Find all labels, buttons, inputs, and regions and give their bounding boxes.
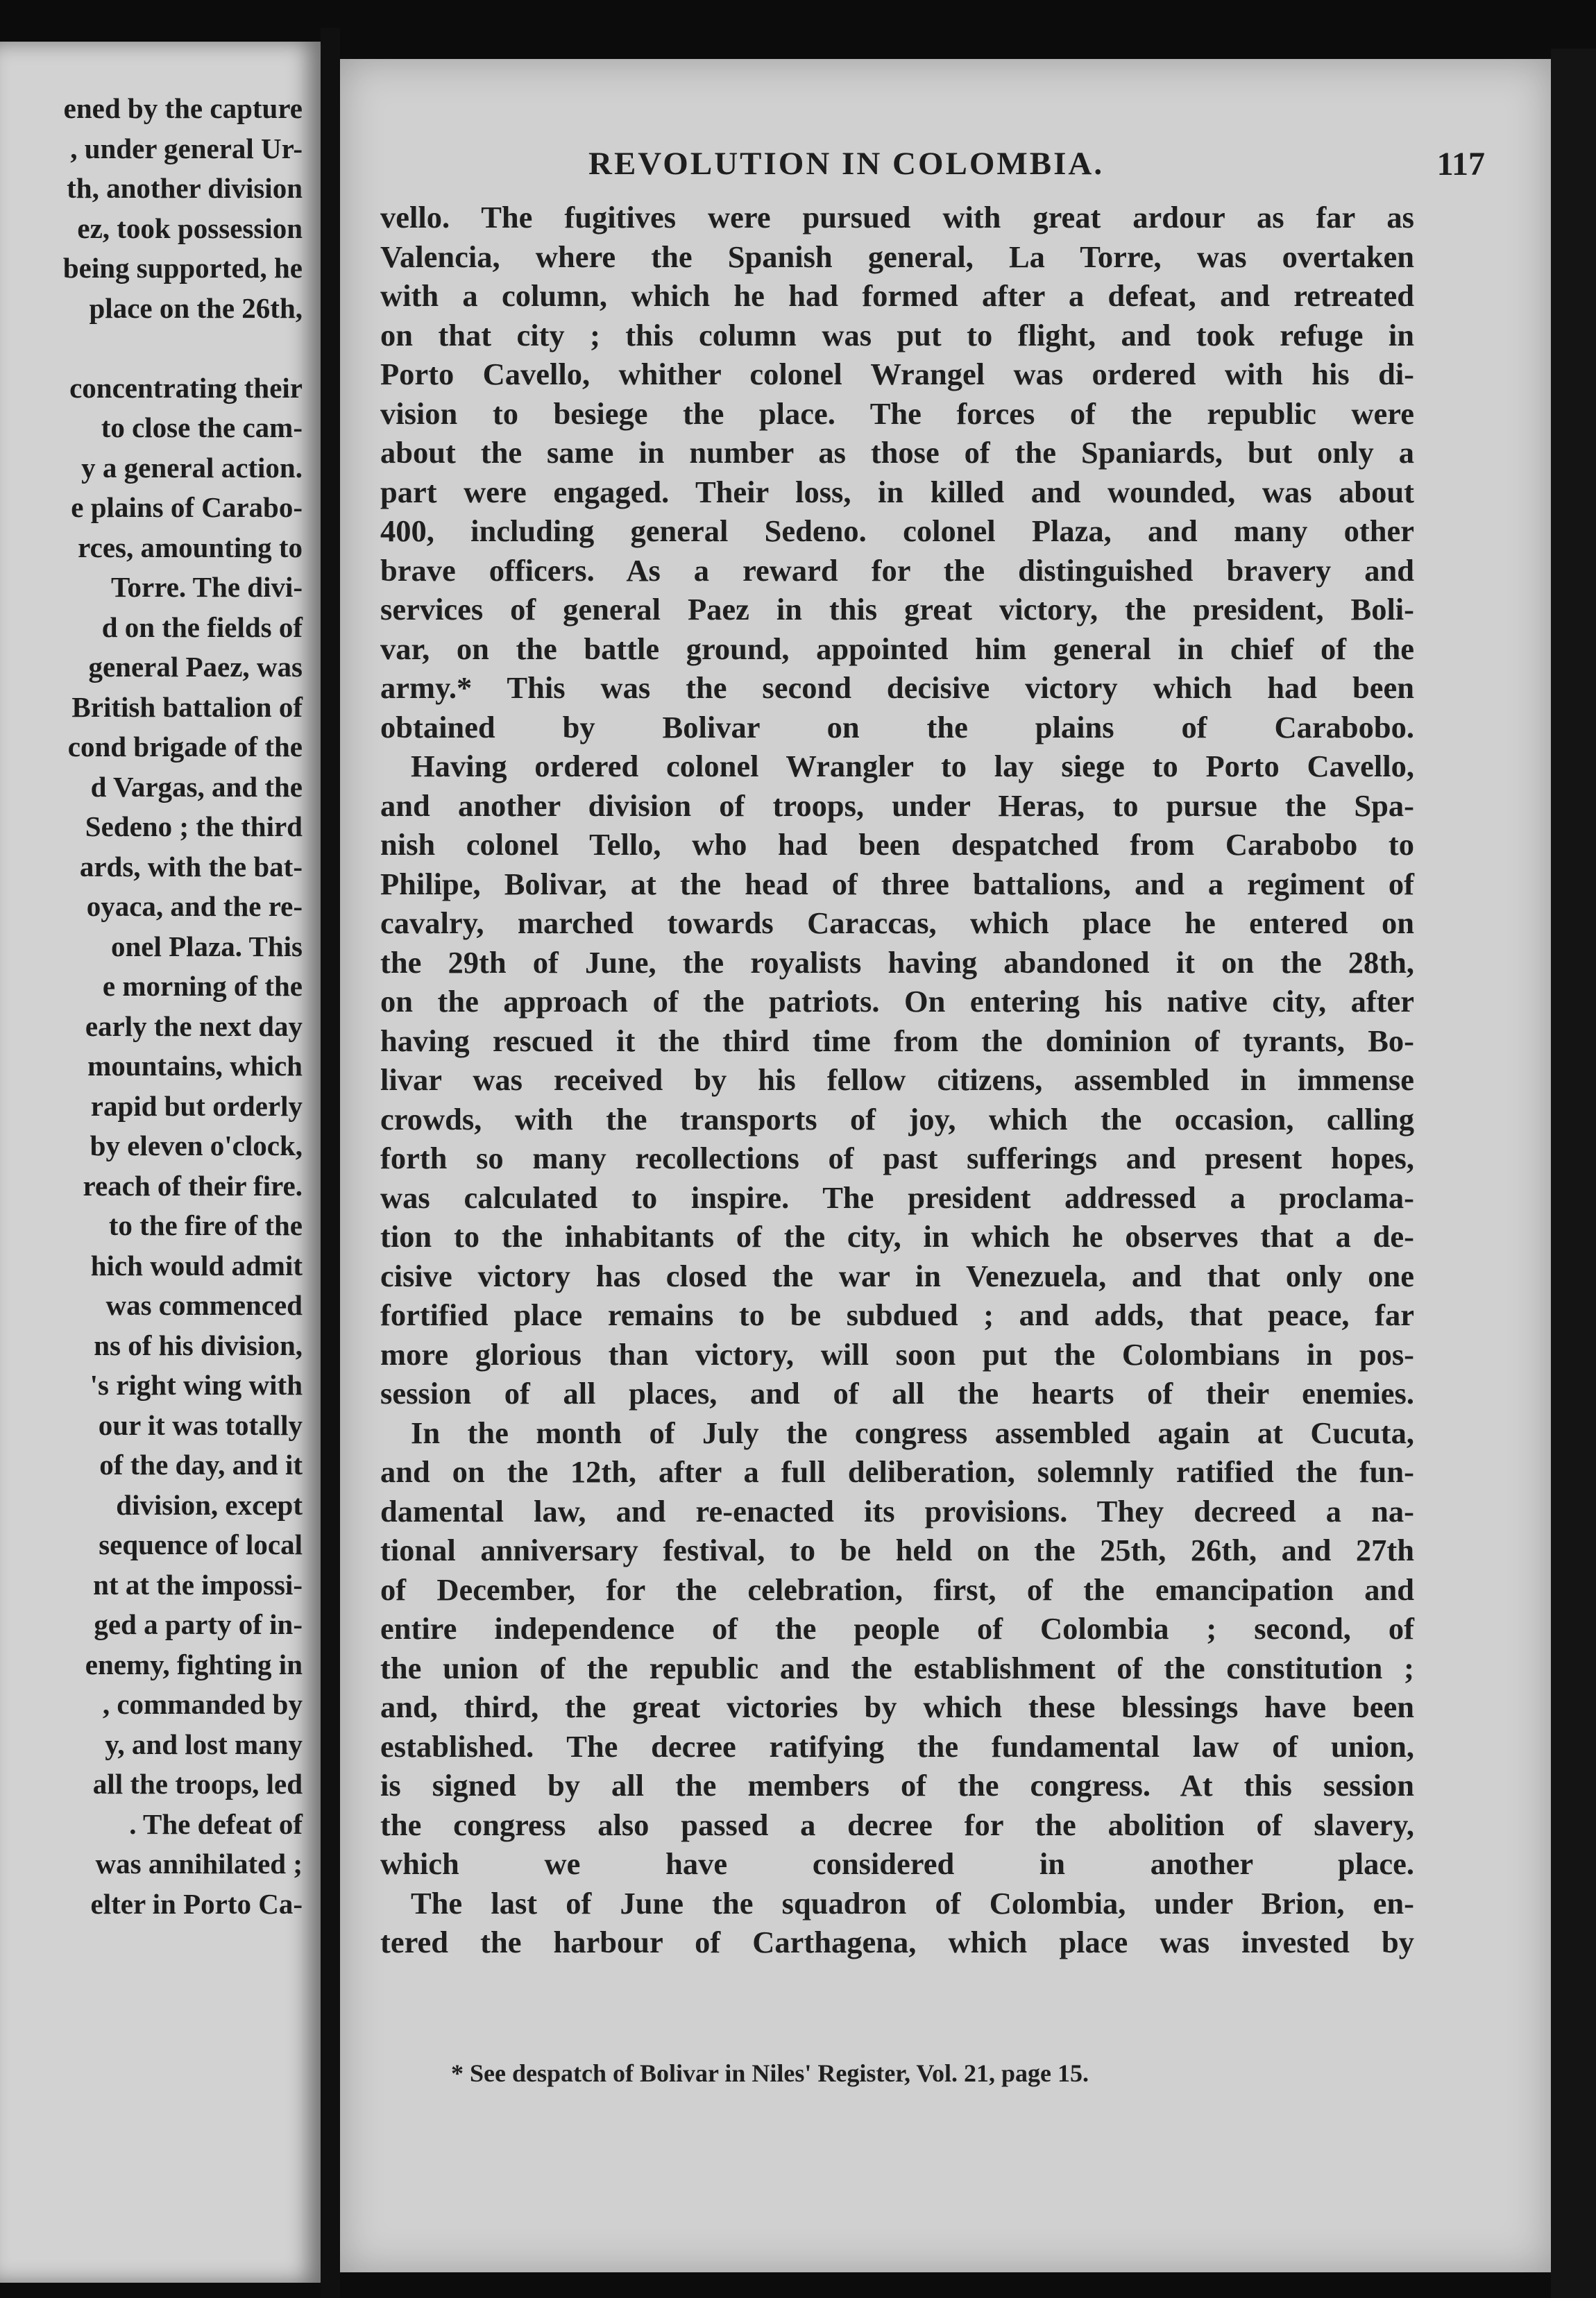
text-line: The last of June the squadron of Colombia, under Brion, en- [411,1885,1414,1921]
left-page-line: ez, took possession [77,212,303,244]
left-page-line: rces, amounting to [78,531,303,563]
text-line: Valencia, where the Spanish general, La Torre, was overtaken [380,239,1414,274]
footnote: * See despatch of Bolivar in Niles' Register, Vol. 21, page 15. [451,2059,1089,2087]
paragraph [380,1884,1414,1962]
facing-page-left [0,42,321,2283]
text-line: which we have considered in another place. [380,1846,1414,1881]
text-line: having rescued it the third time from the dominion of tyrants, Bo- [380,1023,1414,1058]
text-line: part were engaged. Their loss, in killed and wounded, was about [380,474,1414,509]
left-page-line: y, and lost many [105,1728,303,1760]
body-text [380,198,1414,1962]
left-page-line: to close the cam- [101,411,303,443]
text-line: 400, including general Sedeno. colonel Plaza, and many other [380,513,1414,548]
text-line: brave officers. As a reward for the distinguished bravery and [380,552,1414,588]
left-page-line: British battalion of [71,690,303,723]
left-page-line: e morning of the [102,970,303,1002]
left-page-line: cond brigade of the [67,731,303,763]
text-line: with a column, which he had formed after a defeat, and retreated [380,278,1414,313]
text-line: livar was received by his fellow citizens, assembled in immense [380,1062,1414,1097]
text-line: In the month of July the congress assembled again at Cucuta, [411,1415,1414,1450]
text-line: damental law, and re-enacted its provisions. They decreed a na- [380,1493,1414,1529]
left-page-line: ged a party of in- [94,1608,303,1640]
left-page-line: to the fire of the [108,1209,303,1241]
left-page-line: hich would admit [90,1249,303,1282]
left-page-line: enemy, fighting in [85,1648,303,1680]
left-page-line: of the day, and it [99,1449,303,1481]
left-page-line: th, another division [67,172,303,204]
left-page-line: , commanded by [102,1688,303,1720]
text-line: entire independence of the people of Colombia ; second, of [380,1611,1414,1646]
left-page-line: our it was totally [98,1408,303,1441]
text-line: vello. The fugitives were pursued with great ardour as far as [380,200,1414,235]
left-page-line: onel Plaza. This [110,930,303,962]
left-page-line: nt at the impossi- [93,1568,303,1601]
page-117 [340,59,1551,2272]
text-line: tion to the inhabitants of the city, in which he observes that a de- [380,1219,1414,1254]
text-line: and on the 12th, after a full deliberation, solemnly ratified the fun- [380,1454,1414,1489]
running-head [389,145,1485,189]
left-page-line: general Paez, was [88,651,303,683]
text-line: army.* This was the second decisive victory which had been [380,670,1414,705]
text-line: of December, for the celebration, first, of the emancipation and [380,1572,1414,1607]
text-line: Having ordered colonel Wrangler to lay siege to Porto Cavello, [411,749,1414,783]
left-page-line: Sedeno ; the third [85,810,303,842]
text-line: is signed by all the members of the congress. At this session [380,1768,1414,1803]
text-line: about the same in number as those of the Spaniards, but only a [380,435,1414,470]
text-line: services of general Paez in this great victory, the president, Boli- [380,592,1414,627]
page-number: 117 [1436,146,1485,182]
text-line: cisive victory has closed the war in Venezuela, and that only one [380,1258,1414,1293]
text-line: on that city ; this column was put to flight, and took refuge in [380,317,1414,352]
left-page-line: ards, with the bat- [79,850,303,883]
left-page-line: concentrating their [69,371,303,404]
text-line: crowds, with the transports of joy, which the occasion, calling [380,1101,1414,1137]
paragraph [380,747,1414,1413]
left-page-line: all the troops, led [92,1768,303,1800]
left-page-line: was annihilated ; [95,1848,303,1880]
text-line: tional anniversary festival, to be held on the 25th, 26th, and 27th [380,1533,1414,1567]
text-line: session of all places, and of all the hearts of their enemies. [380,1376,1414,1411]
text-line: var, on the battle ground, appointed him general in chief of the [380,631,1414,666]
left-page-line: . The defeat of [129,1807,303,1840]
text-line: cavalry, marched towards Caraccas, which place he entered on [380,905,1414,940]
left-page-line: d Vargas, and the [90,770,303,803]
text-line: nish colonel Tello, who had been despatched from Carabobo to [380,827,1414,862]
left-page-line: y a general action. [81,451,303,484]
text-line: Philipe, Bolivar, at the head of three battalions, and a regiment of [380,866,1414,901]
left-page-line: ened by the capture [63,92,303,124]
page-edge-shadow [1551,49,1596,2298]
left-page-line: d on the fields of [101,611,303,643]
left-page-line: by eleven o'clock, [90,1130,303,1161]
text-line: Porto Cavello, whither colonel Wrangel was ordered with his di- [380,357,1414,391]
text-line: the union of the republic and the establishment of the constitution ; [380,1650,1414,1685]
left-page-line: 's right wing with [90,1369,303,1401]
text-line: the congress also passed a decree for the abolition of slavery, [380,1807,1414,1842]
text-line: vision to besiege the place. The forces of the republic were [380,395,1414,431]
left-page-line: sequence of local [99,1529,303,1560]
text-line: on the approach of the patriots. On entering his native city, after [380,984,1414,1019]
left-page-line: , under general Ur- [70,132,303,164]
left-page-line: elter in Porto Ca- [90,1887,303,1920]
text-line: obtained by Bolivar on the plains of Carabobo. [380,709,1414,744]
left-page-line: division, except [116,1488,303,1521]
text-line: more glorious than victory, will soon put the Colombians in pos- [380,1336,1414,1372]
text-line: fortified place remains to be subdued ; and adds, that peace, far [380,1297,1414,1332]
text-line: the 29th of June, the royalists having abandoned it on the 28th, [380,944,1414,980]
left-page-line: was commenced [105,1289,303,1321]
text-line: forth so many recollections of past sufferings and present hopes, [380,1141,1414,1175]
text-line: was calculated to inspire. The president addressed a proclama- [380,1180,1414,1215]
paragraph [380,1413,1414,1884]
left-page-line: reach of their fire. [83,1169,303,1202]
left-page-line: mountains, which [87,1050,303,1082]
running-head-title: REVOLUTION IN COLOMBIA. [588,146,1105,182]
text-line: tered the harbour of Carthagena, which place was invested by [380,1925,1414,1959]
left-page-line: e plains of Carabo- [71,491,303,523]
book-gutter [321,28,340,2298]
text-line: and another division of troops, under Heras, to pursue the Spa- [380,788,1414,823]
paragraph [380,198,1414,747]
left-page-line: early the next day [85,1010,303,1042]
text-line: and, third, the great victories by which these blessings have been [380,1690,1414,1724]
left-page-line: place on the 26th, [89,291,303,324]
left-page-line: ns of his division, [94,1329,303,1361]
text-line: established. The decree ratifying the fundamental law of union, [380,1728,1414,1764]
left-page-line: oyaca, and the re- [86,890,303,922]
left-page-line: rapid but orderly [90,1089,303,1122]
left-page-line: Torre. The divi- [110,571,303,603]
left-page-line: being supported, he [62,252,303,284]
